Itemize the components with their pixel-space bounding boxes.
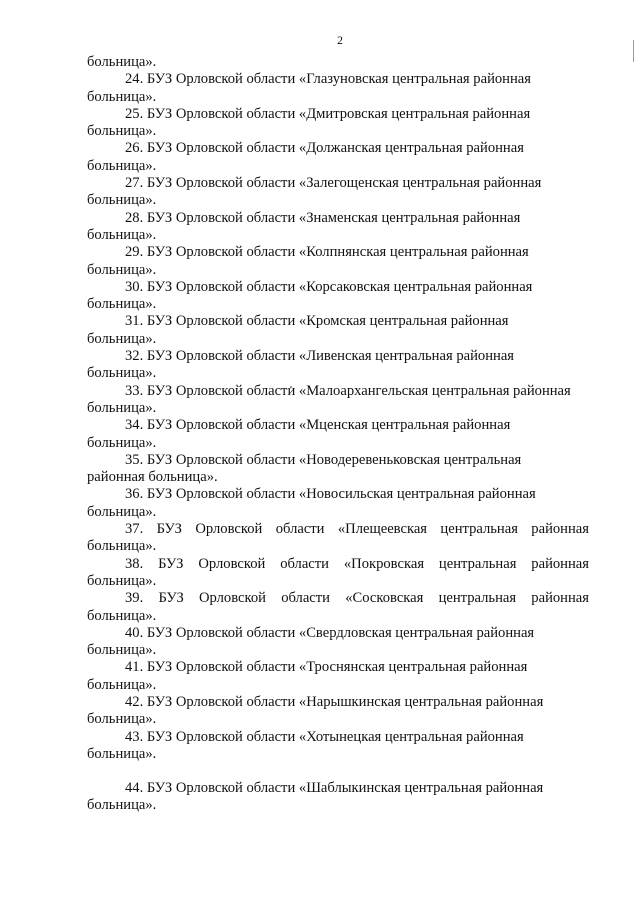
list-item-line: 38. БУЗ Орловской области «Покровская центральная районная <box>125 555 589 572</box>
list-item-line: 37. БУЗ Орловской области «Плещеевская центральная районная <box>125 521 589 538</box>
list-item-32 <box>87 348 589 383</box>
list-item-24 <box>87 71 589 106</box>
list-item-30 <box>87 279 589 314</box>
list-item-41 <box>87 659 589 694</box>
list-item-line: 26. БУЗ Орловской области «Должанская центральная районная <box>125 140 524 157</box>
list-item-line: больница». <box>87 642 157 659</box>
list-item-line: больница». <box>87 88 157 105</box>
list-item-33 <box>87 383 589 418</box>
list-item-line: 44. БУЗ Орловской области «Шаблыкинская центральная районная <box>125 780 544 797</box>
document-body <box>87 54 589 815</box>
list-item-line: больница». <box>87 538 157 555</box>
list-item-line: больница». <box>87 711 157 728</box>
list-item-line: больница». <box>87 745 157 762</box>
list-item-line: 30. БУЗ Орловской области «Корсаковская центральная районная <box>125 278 533 295</box>
list-item-line: 36. БУЗ Орловской области «Новосильская центральная районная <box>125 486 536 503</box>
list-item-line: больница». <box>87 226 157 243</box>
list-item-line: больница». <box>87 503 157 520</box>
list-item-line: больница». <box>87 607 157 624</box>
list-item-line: больница». <box>87 123 157 140</box>
list-item-25 <box>87 106 589 141</box>
list-item-line: больница». <box>87 434 157 451</box>
list-item-line: 28. БУЗ Орловской области «Знаменская центральная районная <box>125 209 521 226</box>
list-item-line: районная больница». <box>87 469 218 486</box>
list-item-44 <box>87 780 589 815</box>
list-item-line: больница». <box>87 365 157 382</box>
list-item-line: больница». <box>87 296 157 313</box>
list-item-line: 43. БУЗ Орловской области «Хотынецкая центральная районная <box>125 728 524 745</box>
list-item-line: 27. БУЗ Орловской области «Залегощенская центральная районная <box>125 175 542 192</box>
list-item-line: 39. БУЗ Орловской области «Сосковская центральная районная <box>125 590 589 607</box>
list-item-line: 42. БУЗ Орловской области «Нарышкинская центральная районная <box>125 693 544 710</box>
list-item-line: больница». <box>87 676 157 693</box>
list-item-line: больница». <box>87 572 157 589</box>
list-item-31 <box>87 313 589 348</box>
list-item-42 <box>87 694 589 729</box>
list-item-line: 34. БУЗ Орловской области «Мценская центральная районная <box>125 417 511 434</box>
list-item-38 <box>87 556 589 591</box>
list-item-line: больница». <box>87 157 157 174</box>
scan-edge-mark <box>633 40 634 62</box>
list-item-line: больница». <box>87 399 157 416</box>
list-item-40 <box>87 625 589 660</box>
list-item-line: 24. БУЗ Орловской области «Глазуновская центральная районная <box>125 71 531 88</box>
list-item-43 <box>87 729 589 764</box>
list-item-line: 41. БУЗ Орловской области «Троснянская центральная районная <box>125 659 528 676</box>
continued-line: больница». <box>87 54 157 70</box>
list-item-line: больница». <box>87 192 157 209</box>
list-item-35 <box>87 452 589 487</box>
list-item-29 <box>87 244 589 279</box>
list-item-line: 40. БУЗ Орловской области «Свердловская центральная районная <box>125 624 535 641</box>
list-item-26 <box>87 140 589 175</box>
list-item-39 <box>87 590 589 625</box>
list-item-34 <box>87 417 589 452</box>
page-number: 2 <box>337 33 343 47</box>
list-item-line: больница». <box>87 797 157 814</box>
list-item-line: больница». <box>87 261 157 278</box>
list-item-line: 29. БУЗ Орловской области «Колпнянская центральная районная <box>125 244 529 261</box>
list-item-line: больница». <box>87 330 157 347</box>
list-item-37 <box>87 521 589 556</box>
list-item-line: 33. БУЗ Орловской области «Малоархангельская центральная районная <box>125 382 571 399</box>
list-item-line: 32. БУЗ Орловской области «Ливенская центральная районная <box>125 348 515 365</box>
list-item-28 <box>87 210 589 245</box>
list-item-line: 25. БУЗ Орловской области «Дмитровская центральная районная <box>125 105 531 122</box>
list-item-27 <box>87 175 589 210</box>
list-item-line: 31. БУЗ Орловской области «Кромская центральная районная <box>125 313 509 330</box>
list-item-line: 35. БУЗ Орловской области «Новодеревеньковская центральная <box>125 451 522 468</box>
list-item-36 <box>87 486 589 521</box>
